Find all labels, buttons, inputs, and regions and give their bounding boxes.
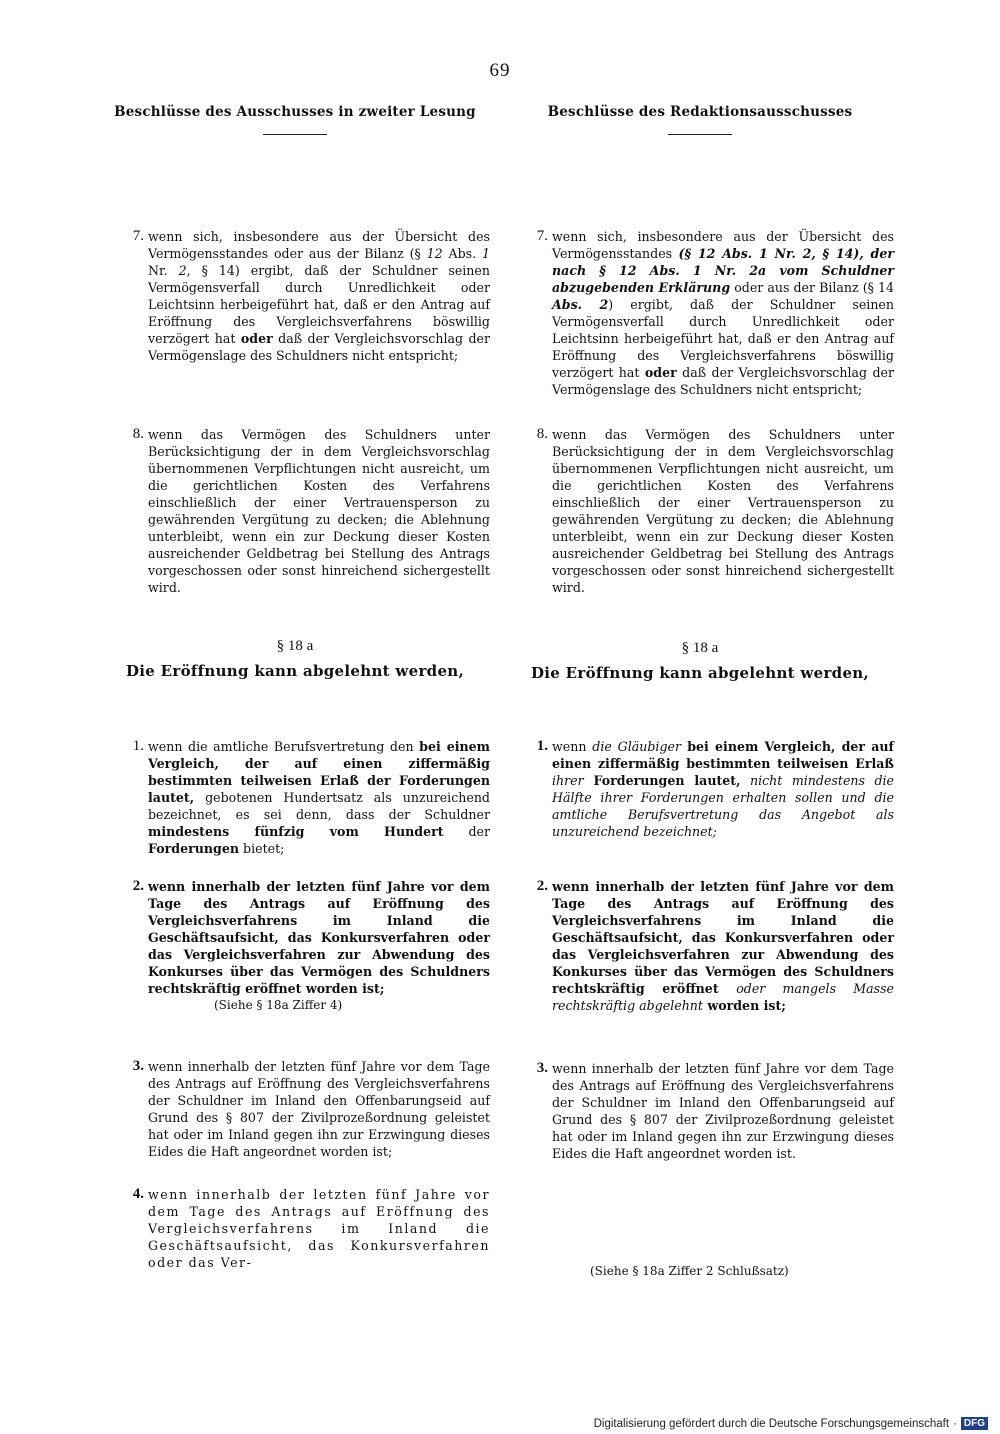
- right-column-heading: [500, 104, 900, 135]
- right-item-3-text: wenn innerhalb der letzten fünf Jahre vor dem Tage des Antrags auf Eröffnung des Vergleichsverfahrens der Schuldner im Inland den Offenbarungseid auf Grund des § 807 der Zivilprozeßordnung geleistet hat oder im Inland gegen ihn zur Erzwingung dieses Eides die Haft angeordnet worden ist.: [552, 1061, 894, 1161]
- right-section-title: Die Eröffnung kann abgelehnt werden,: [530, 664, 870, 682]
- footer-credit-text: Digitalisierung gefördert durch die Deutsche Forschungsgemeinschaft: [593, 1417, 950, 1430]
- right-item-8-number: 8.: [536, 426, 548, 442]
- left-item-4-number: 4.: [132, 1186, 144, 1202]
- left-item-2-number: 2.: [132, 878, 144, 894]
- right-heading-rule: [668, 134, 732, 135]
- left-item-7-ref: 12: [426, 246, 443, 261]
- left-section-title: Die Eröffnung kann abgelehnt werden,: [125, 662, 465, 680]
- right-item-7: [520, 228, 894, 398]
- left-item-2-text: wenn innerhalb der letzten fünf Jahre vor dem Tage des Antrags auf Eröffnung des Vergleichsverfahrens im Inland die Geschäftsaufsicht, das Konkursverfahren oder das Vergleichsverfahren zur Abwendung des Konkurses über das Vermögen des Schuldners rechtskräftig eröffnet worden ist;: [148, 879, 490, 996]
- right-item-1-insertion: ihrer: [552, 773, 584, 788]
- right-item-2-text: wenn innerhalb der letzten fünf Jahre vor dem Tage des Antrags auf Eröffnung des Vergleichsverfahrens im Inland die Geschäftsaufsicht, das Konkursverfahren oder das Vergleichsverfahren zur Abwendung des Konkurses über das Vermögen des Schuldners rechtskräftig eröffnet: [552, 879, 894, 996]
- right-section-number: § 18 a: [681, 640, 719, 656]
- dfg-logo: DFG: [961, 1417, 988, 1430]
- left-item-7-text: Nr.: [148, 263, 179, 278]
- left-item-7-oder: oder: [240, 331, 273, 346]
- right-item-1-insertion: die Gläubiger: [592, 739, 681, 754]
- left-item-1-emph: mindestens fünfzig vom Hundert: [148, 824, 444, 839]
- left-item-1-number: 1.: [132, 738, 144, 754]
- left-item-3-text: wenn innerhalb der letzten fünf Jahre vor dem Tage des Antrags auf Eröffnung des Vergleichsverfahrens der Schuldner im Inland den Offenbarungseid auf Grund des § 807 der Zivilprozeßordnung geleistet hat oder im Inland gegen ihn zur Erzwingung dieses Eides die Haft angeordnet worden ist;: [148, 1059, 490, 1159]
- right-item-1-insertion: nicht mindestens die Hälfte ihrer Forderungen erhalten sollen und die amtliche Berufsvertretung das Angebot als unzureichend bezeichnet;: [552, 773, 894, 839]
- left-item-1-emph: bei einem Vergleich, der auf einen ziffermäßig bestimmten teilweisen Erlaß der Forderungen lautet,: [148, 739, 490, 805]
- left-item-7-ref: 2: [178, 263, 187, 278]
- page-number: 69: [489, 60, 511, 81]
- left-item-7-text: wenn sich, insbesondere aus der Übersicht des Vermögensstandes oder aus der Bilanz (§: [148, 229, 490, 261]
- footer-credit: [594, 1417, 988, 1430]
- right-heading-text: Beschlüsse des Redaktionsausschusses: [547, 104, 853, 120]
- right-item-7-text: daß der Vergleichsvorschlag der Vermögenslage des Schuldners nicht entspricht;: [552, 365, 894, 397]
- left-item-1: [116, 738, 490, 857]
- left-item-8: [116, 426, 490, 596]
- right-item-7-ref: Abs. 2: [552, 297, 609, 312]
- right-item-3: [520, 1060, 894, 1162]
- right-item-1-emph: Forderungen lautet,: [583, 773, 741, 788]
- right-item-3-number: 3.: [536, 1060, 548, 1076]
- left-item-1-text: gebotenen Hundertsatz als unzureichend bezeichnet, es sei denn, dass der Schuldner: [148, 790, 490, 822]
- right-item-8: [520, 426, 894, 596]
- left-item-3-number: 3.: [132, 1058, 144, 1074]
- right-item-2-text: worden ist;: [702, 998, 786, 1013]
- right-item-8-text: wenn das Vermögen des Schuldners unter Berücksichtigung der in dem Vergleichsvorschlag übernommenen Verpflichtungen nicht ausreicht, um die gerichtlichen Kosten des Verfahrens einschließlich der einer Vertrauensperson zu gewährenden Vergütung zu decken; die Ablehnung unterbleibt, wenn ein zur Deckung dieser Kosten ausreichender Geldbetrag bei Stellung des Antrags vorgeschossen oder sonst hinreichend sichergestellt wird.: [552, 427, 894, 595]
- left-item-4-text: wenn innerhalb der letzten fünf Jahre vor dem Tage des Antrags auf Eröffnung des Vergleichsverfahrens im Inland die Geschäftsaufsicht, das Konkursverfahren oder das Ver-: [148, 1187, 490, 1270]
- right-item-1: [520, 738, 894, 840]
- left-item-1-text: der: [443, 824, 490, 839]
- left-item-1-text: wenn die amtliche Berufsvertretung den: [148, 739, 420, 754]
- left-item-4: [116, 1186, 490, 1271]
- right-item-2-number: 2.: [536, 878, 548, 894]
- right-item-7-text: wenn sich, insbesondere aus der Übersicht des Vermögensstandes: [552, 229, 894, 261]
- left-item-8-text: wenn das Vermögen des Schuldners unter Berücksichtigung der in dem Vergleichsvorschlag übernommenen Verpflichtungen nicht ausreicht, um die gerichtlichen Kosten des Verfahrens einschließlich der einer Vertrauensperson zu gewährenden Vergütung zu decken; die Ablehnung unterbleibt, wenn ein zur Deckung dieser Kosten ausreichender Geldbetrag bei Stellung des Antrags vorgeschossen oder sonst hinreichend sichergestellt wird.: [148, 427, 490, 595]
- left-item-1-text: bietet;: [239, 841, 285, 856]
- right-item-7-number: 7.: [536, 228, 548, 244]
- right-item-2-insertion: oder mangels Masse rechtskräftig abgelehnt: [552, 981, 894, 1013]
- footer-separator: ·: [953, 1417, 957, 1430]
- right-item-1-text: wenn: [552, 739, 593, 754]
- left-item-7-text: Abs.: [442, 246, 482, 261]
- right-item-7-insertion: (§ 12 Abs. 1 Nr. 2, § 14), der nach § 12 Abs. 1 Nr. 2a vom Schuldner abzugebenden Erklärung: [552, 246, 894, 295]
- left-item-7-text: daß der Vergleichsvorschlag der Vermögenslage des Schuldners nicht entspricht;: [148, 331, 490, 363]
- right-item-2: [520, 878, 894, 1014]
- right-item-1-number: 1.: [536, 738, 548, 754]
- left-item-7: [116, 228, 490, 364]
- right-see-note: (Siehe § 18a Ziffer 2 Schlußsatz): [590, 1264, 789, 1278]
- left-item-1-emph: Forderungen: [148, 841, 240, 856]
- left-item-8-number: 8.: [132, 426, 144, 442]
- left-heading-rule: [263, 134, 327, 135]
- left-item-3: [116, 1058, 490, 1160]
- left-item-7-ref: 1: [481, 246, 490, 261]
- right-item-7-text: oder aus der Bilanz (§ 14: [730, 280, 894, 295]
- right-item-1-emph: bei einem Vergleich, der auf einen ziffermäßig bestimmten teilweisen Erlaß: [552, 739, 894, 771]
- right-item-7-oder: oder: [644, 365, 677, 380]
- left-item-7-text: , § 14) ergibt, daß der Schuldner seinen Vermögensverfall durch Unredlichkeit oder Leichtsinn herbeigeführt hat, daß er den Antrag auf Eröffnung des Vergleichsverfahrens böswillig verzögert hat: [148, 263, 490, 346]
- left-column-heading: [95, 104, 495, 135]
- right-item-7-text: ) ergibt, daß der Schuldner seinen Vermögensverfall durch Unredlichkeit oder Leichtsinn herbeigeführt hat, daß er den Antrag auf Eröffnung des Vergleichsverfahrens böswillig verzögert hat: [552, 297, 894, 380]
- left-heading-text: Beschlüsse des Ausschusses in zweiter Lesung: [114, 104, 476, 120]
- left-item-2-see-note: (Siehe § 18a Ziffer 4): [214, 998, 343, 1012]
- left-section-number: § 18 a: [276, 638, 314, 654]
- left-item-7-number: 7.: [132, 228, 144, 244]
- left-item-2: [116, 878, 490, 1012]
